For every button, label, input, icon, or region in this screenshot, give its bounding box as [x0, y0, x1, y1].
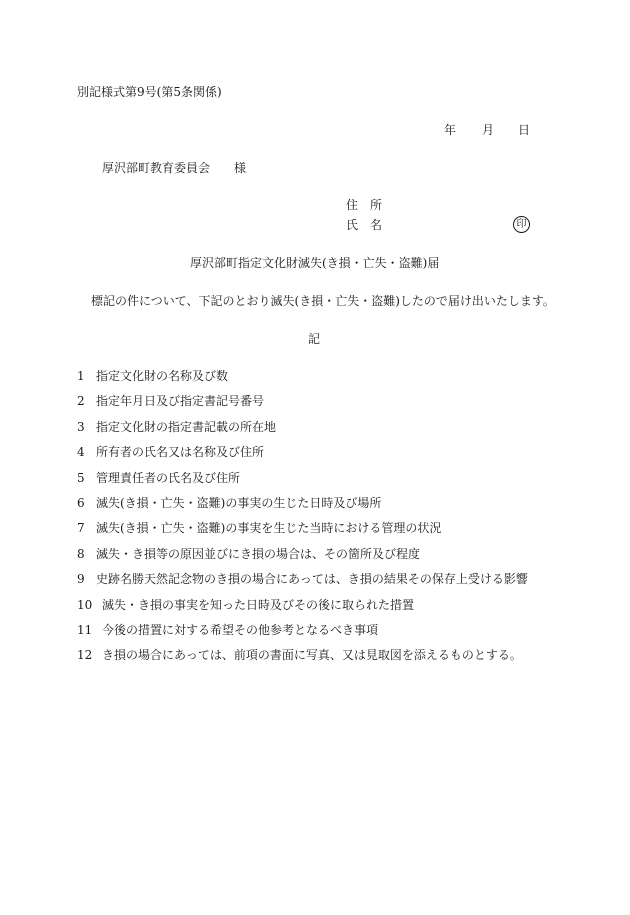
- item-text: 今後の措置に対する希望その他参考となるべき事項: [102, 622, 379, 637]
- list-item: [77, 573, 528, 598]
- item-text: 滅失(き損・亡失・盗難)の事実を生じた当時における管理の状況: [96, 521, 442, 536]
- item-number: 8: [77, 546, 85, 561]
- item-number: 3: [77, 419, 85, 434]
- item-number: 5: [77, 470, 85, 485]
- item-number: 7: [77, 521, 85, 536]
- item-text: 指定文化財の指定書記載の所在地: [96, 419, 277, 434]
- item-number: 9: [77, 572, 85, 587]
- form-label: 別記様式第9号(第5条関係): [77, 85, 222, 99]
- item-number: 1: [77, 369, 85, 383]
- list-item: [77, 497, 528, 522]
- list-item: [77, 421, 528, 446]
- list-item: [77, 624, 528, 649]
- list-item: [77, 472, 528, 497]
- item-text: 史跡名勝天然記念物のき損の場合にあっては、き損の結果その保存上受ける影響: [96, 572, 528, 587]
- list-item: [77, 395, 528, 420]
- list-item: [77, 446, 528, 471]
- item-number: 4: [77, 445, 85, 460]
- list-item: [77, 599, 528, 624]
- date-year: 年: [444, 123, 457, 137]
- item-text: 滅失・き損等の原因並びにき損の場合は、その箇所及び程度: [96, 546, 421, 561]
- list-item: [77, 649, 528, 674]
- item-text: き損の場合にあっては、前項の書面に写真、又は見取図を添えるものとする。: [102, 648, 522, 663]
- list-item: [77, 548, 528, 573]
- item-text: 滅失(き損・亡失・盗難)の事実の生じた日時及び場所: [96, 495, 382, 510]
- item-number: 2: [77, 394, 85, 409]
- list-item: [77, 522, 528, 547]
- date-month: 月: [482, 123, 495, 137]
- date-day: 日: [518, 123, 531, 137]
- date-line: [444, 124, 530, 136]
- item-text: 滅失・き損の事実を知った日時及びその後に取られた措置: [102, 597, 415, 612]
- item-text: 指定年月日及び指定書記号番号: [96, 394, 265, 409]
- item-number: 11: [77, 622, 93, 637]
- item-number: 10: [77, 597, 93, 612]
- item-text: 指定文化財の名称及び数: [96, 369, 229, 383]
- document-title: 厚沢部町指定文化財滅失(き損・亡失・盗難)届: [190, 256, 440, 270]
- name-label: 氏 名: [346, 218, 383, 232]
- seal-mark: 印: [513, 216, 530, 233]
- list-item: [77, 370, 528, 395]
- item-text: 所有者の氏名又は名称及び住所: [96, 445, 265, 460]
- item-list: [77, 370, 528, 675]
- ki-heading: 記: [308, 332, 321, 346]
- addressee: [102, 162, 246, 174]
- body-text: 標記の件について、下記のとおり滅失(き損・亡失・盗難)したので届け出いたします。: [91, 294, 555, 308]
- item-number: 6: [77, 495, 85, 510]
- addressee-honorific: 様: [234, 161, 247, 175]
- item-number: 12: [77, 648, 93, 663]
- address-label: 住 所: [346, 198, 383, 212]
- item-text: 管理責任者の氏名及び住所: [96, 470, 241, 485]
- addressee-name: 厚沢部町教育委員会: [102, 161, 211, 175]
